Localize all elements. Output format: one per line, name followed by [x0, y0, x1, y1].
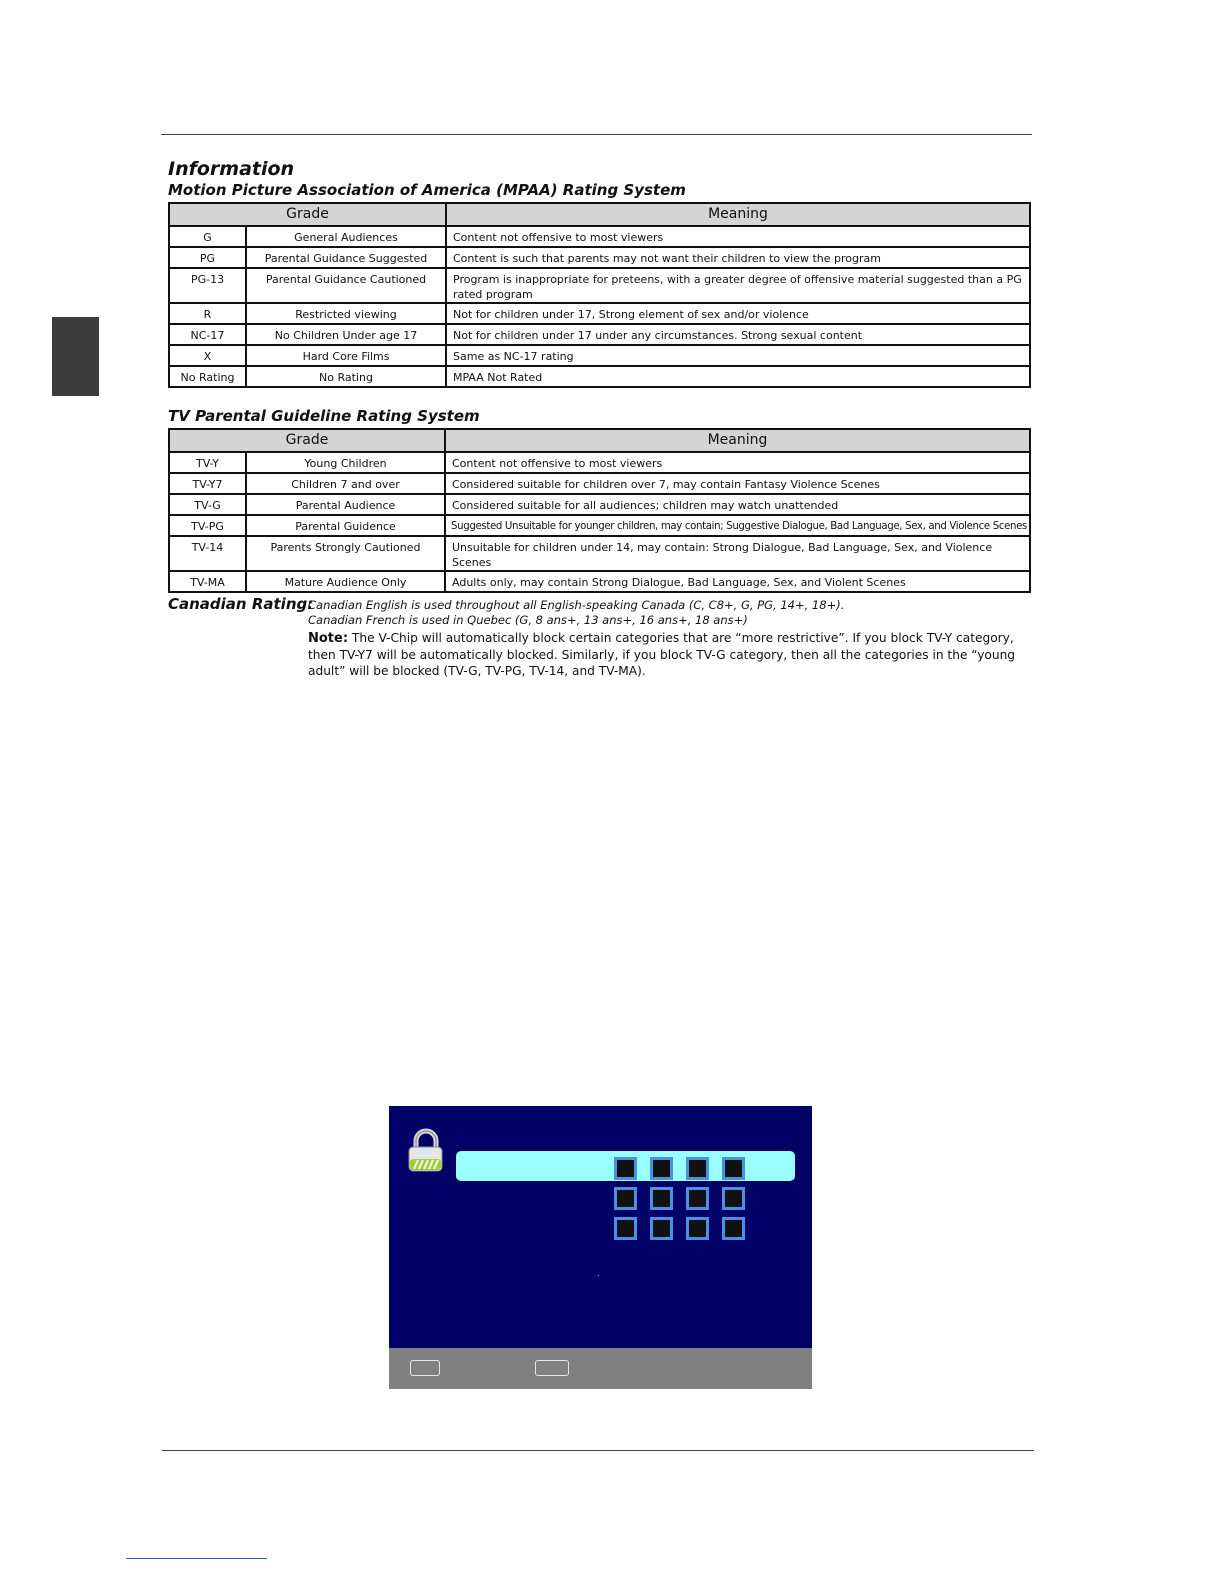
grade-header: Grade	[169, 429, 445, 452]
osd-footer-bar	[389, 1348, 812, 1389]
mpaa-rating-table	[168, 202, 1031, 388]
rating-code: TV-14	[169, 536, 246, 571]
rating-checkbox[interactable]	[722, 1157, 745, 1180]
table-row	[169, 536, 1030, 571]
rating-code: No Rating	[169, 366, 246, 387]
rating-code: G	[169, 226, 246, 247]
rating-code: TV-MA	[169, 571, 246, 592]
header-rule	[161, 134, 1032, 135]
rating-name: Parental Audience	[246, 494, 445, 515]
rating-checkbox[interactable]	[650, 1187, 673, 1210]
chapter-tab-marker	[52, 317, 99, 396]
rating-checkbox[interactable]	[650, 1157, 673, 1180]
table-row	[169, 473, 1030, 494]
rating-name: Hard Core Films	[246, 345, 446, 366]
table-row	[169, 268, 1030, 303]
canadian-rating-label: Canadian Rating:	[168, 595, 314, 613]
rating-meaning: Not for children under 17, Strong element of sex and/or violence	[446, 303, 1030, 324]
grade-header: Grade	[169, 203, 446, 226]
canadian-english-text: Canadian English is used throughout all English-speaking Canada (C, C8+, G, PG, 14+, 18+).	[308, 598, 845, 612]
bottom-underline	[126, 1558, 267, 1559]
rating-name: No Rating	[246, 366, 446, 387]
rating-checkbox[interactable]	[722, 1217, 745, 1240]
meaning-header: Meaning	[445, 429, 1030, 452]
rating-name: Mature Audience Only	[246, 571, 445, 592]
rating-meaning: MPAA Not Rated	[446, 366, 1030, 387]
meaning-header: Meaning	[446, 203, 1030, 226]
rating-name: Parental Guidence	[246, 515, 445, 536]
footer-key-button[interactable]	[410, 1360, 440, 1376]
table-row	[169, 571, 1030, 592]
note-label: Note:	[308, 631, 349, 646]
rating-meaning: Not for children under 17 under any circumstances. Strong sexual content	[446, 324, 1030, 345]
rating-meaning: Content not offensive to most viewers	[446, 226, 1030, 247]
rating-code: TV-Y	[169, 452, 246, 473]
rating-name: General Audiences	[246, 226, 446, 247]
rating-checkbox[interactable]	[650, 1217, 673, 1240]
tv-rating-table	[168, 428, 1031, 593]
tv-section-title: TV Parental Guideline Rating System	[168, 407, 480, 425]
rating-name: Parental Guidance Suggested	[246, 247, 446, 268]
table-row	[169, 494, 1030, 515]
rating-meaning: Content not offensive to most viewers	[445, 452, 1030, 473]
rating-code: PG	[169, 247, 246, 268]
rating-code: X	[169, 345, 246, 366]
rating-code: TV-G	[169, 494, 246, 515]
rating-code: TV-PG	[169, 515, 246, 536]
note-text: The V-Chip will automatically block certain categories that are “more restrictive”. If you block TV-Y category, then TV-Y7 will be automatically blocked. Similarly, if you block TV-G category, then all the categories in the “young adult” will be blocked (TV-G, TV-PG, TV-14, and TV-MA).	[308, 631, 1016, 678]
rating-name: Parents Strongly Cautioned	[246, 536, 445, 571]
vchip-note	[308, 630, 1033, 679]
table-row	[169, 303, 1030, 324]
rating-meaning: Same as NC-17 rating	[446, 345, 1030, 366]
mpaa-section-title: Motion Picture Association of America (MPAA) Rating System	[168, 181, 686, 199]
canadian-french-text: Canadian French is used in Quebec (G, 8 ans+, 13 ans+, 16 ans+, 18 ans+)	[308, 613, 748, 627]
rating-checkbox[interactable]	[722, 1187, 745, 1210]
table-row	[169, 452, 1030, 473]
rating-code: NC-17	[169, 324, 246, 345]
rating-name: No Children Under age 17	[246, 324, 446, 345]
rating-code: TV-Y7	[169, 473, 246, 494]
rating-checkbox[interactable]	[614, 1217, 637, 1240]
rating-checkbox[interactable]	[614, 1187, 637, 1210]
rating-meaning: Adults only, may contain Strong Dialogue, Bad Language, Sex, and Violent Scenes	[445, 571, 1030, 592]
lock-icon	[407, 1128, 445, 1172]
table-row	[169, 324, 1030, 345]
rating-name: Young Children	[246, 452, 445, 473]
rating-checkbox[interactable]	[686, 1157, 709, 1180]
page-heading: Information	[168, 158, 295, 180]
table-row	[169, 515, 1030, 536]
rating-name: Parental Guidance Cautioned	[246, 268, 446, 303]
table-row	[169, 247, 1030, 268]
rating-meaning: Considered suitable for all audiences; children may watch unattended	[445, 494, 1030, 515]
rating-meaning: Content is such that parents may not want their children to view the program	[446, 247, 1030, 268]
rating-checkbox[interactable]	[686, 1187, 709, 1210]
table-row	[169, 366, 1030, 387]
footer-key-button[interactable]	[535, 1360, 569, 1376]
rating-name: Restricted viewing	[246, 303, 446, 324]
osd-speck	[598, 1275, 599, 1276]
rating-meaning: Considered suitable for children over 7, may contain Fantasy Violence Scenes	[445, 473, 1030, 494]
table-header-row	[169, 429, 1030, 452]
table-row	[169, 226, 1030, 247]
rating-meaning: Suggested Unsuitable for younger children, may contain; Suggestive Dialogue, Bad Language, Sex, and Violence Scenes	[445, 515, 1030, 536]
rating-name: Children 7 and over	[246, 473, 445, 494]
table-header-row	[169, 203, 1030, 226]
table-row	[169, 345, 1030, 366]
rating-checkbox[interactable]	[686, 1217, 709, 1240]
rating-meaning: Unsuitable for children under 14, may contain: Strong Dialogue, Bad Language, Sex, and Violence Scenes	[445, 536, 1030, 571]
rating-meaning: Program is inappropriate for preteens, with a greater degree of offensive material suggested than a PG rated program	[446, 268, 1030, 303]
rating-checkbox[interactable]	[614, 1157, 637, 1180]
rating-code: PG-13	[169, 268, 246, 303]
rating-code: R	[169, 303, 246, 324]
parental-lock-osd-screen	[389, 1106, 812, 1389]
footer-rule	[162, 1450, 1034, 1451]
